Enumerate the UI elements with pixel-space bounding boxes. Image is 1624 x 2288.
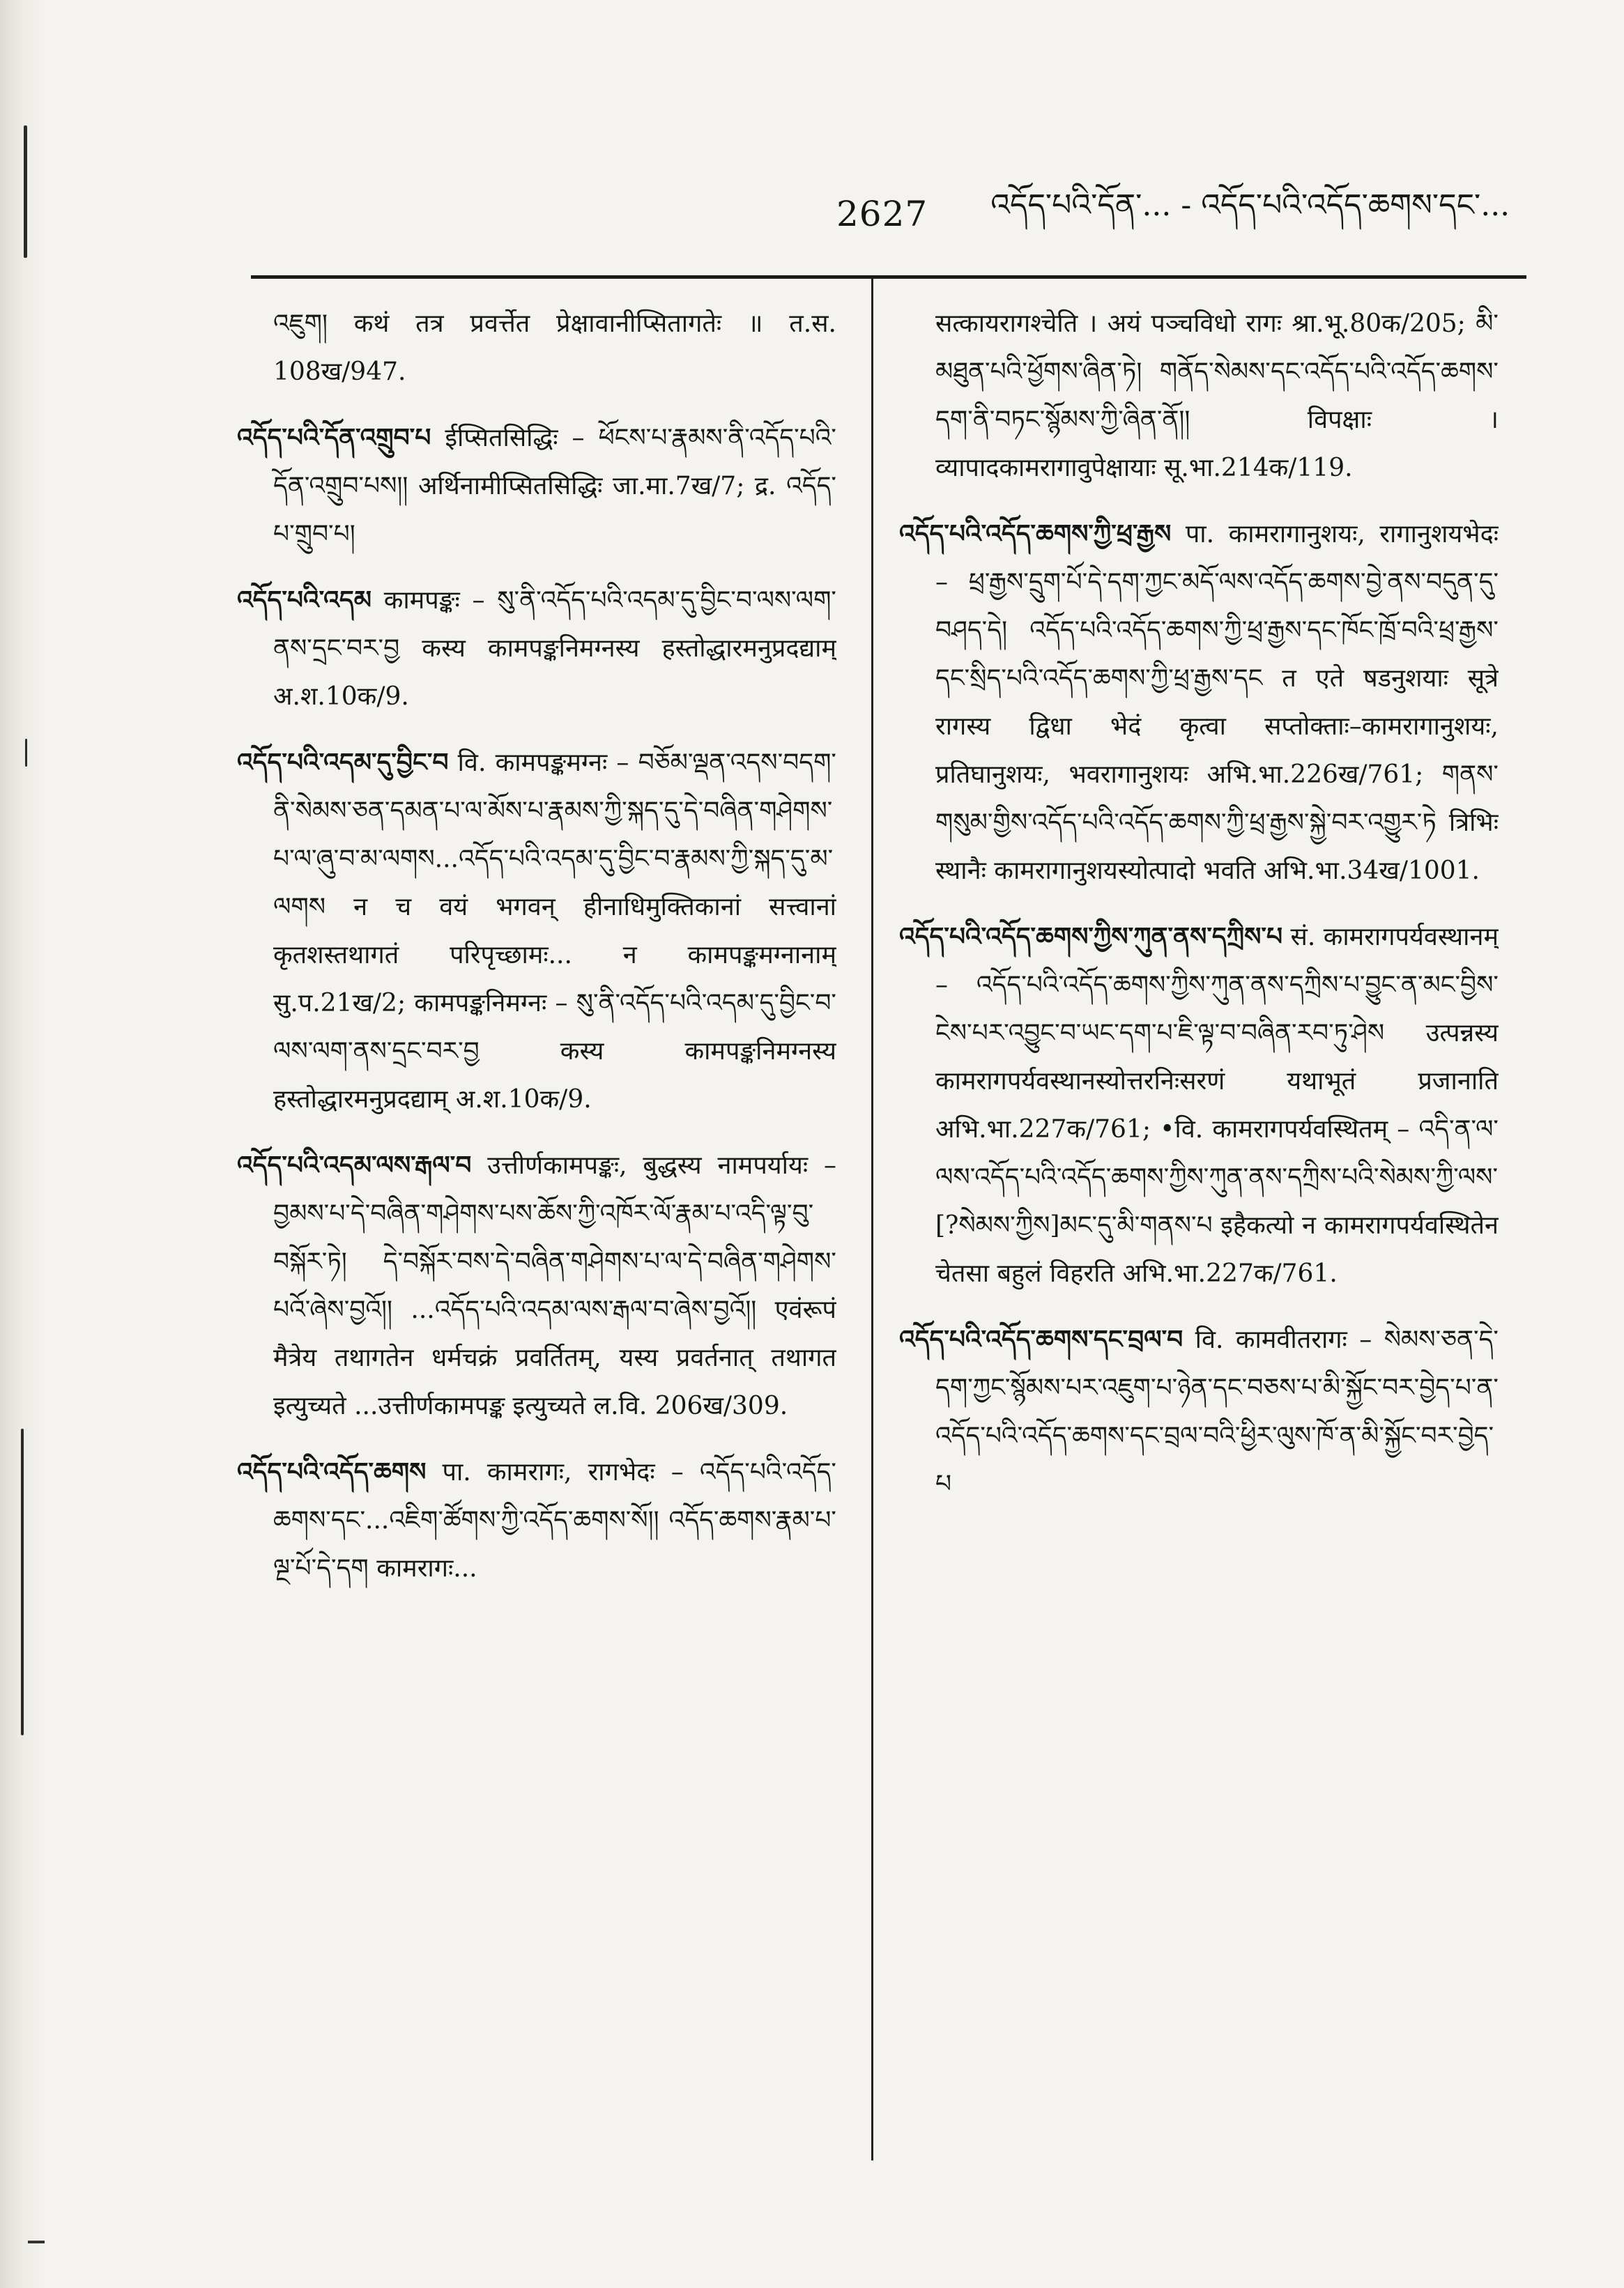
dictionary-entry [237,1448,836,1592]
headword: འདོད་པའི་འདོད་ཆགས་ཀྱིས་ཀུན་ནས་དཀྲིས་པ [899,922,1283,951]
header-rule [251,275,1526,279]
left-column [237,300,836,2167]
dictionary-entry [237,576,836,721]
entry-body: ईप्सितसिद्धिः – ཕོངས་པ་རྣམས་ནི་འདོད་པའི་དོན་འགྲུབ་པས།། अर्थिनामीप्सितसिद्धिः जा.मा.7ख/7; द्र. འདོད་པ་གྲུབ་པ། [273,424,836,548]
scan-edge-mark [21,1429,24,1735]
headword: འདོད་པའི་འདོད་ཆགས་ཀྱི་ཕྲ་རྒྱས [899,519,1172,548]
entry-body: वि. कामपङ्कमग्नः – བཅོམ་ལྡན་འདས་བདག་ནི་སེམས་ཅན་དམན་པ་ལ་མོས་པ་རྣམས་ཀྱི་སྐད་དུ་དེ་བཞིན་གཤེགས་པ་ལ་ཞུ་བ་མ་ལགས...འདོད་པའི་འདམ་དུ་བྱིང་བ་རྣམས་ཀྱི་སྐད་དུ་མ་ལགས न च वयं भगवन् हीनाधिमुक्तिकानां सत्त्वानां कृतशस्तथागतं परिपृच्छामः... न कामपङ्कमग्नानाम् सु.प.21ख/2; कामपङ्कनिमग्नः – སུ་ནི་འདོད་པའི་འདམ་དུ་བྱིང་བ་ལས་ལག་ནས་དྲང་བར་བྱ कस्य कामपङ्कनिमग्नस्य हस्तोद्धारमनुप्रदद्याम् अ.श.10क/9. [273,748,836,1114]
entry-body: वि. कामवीतरागः – སེམས་ཅན་དེ་དག་ཀྱང་སྙོམས་པར་འཇུག་པ་ཉེན་དང་བཅས་པ་མི་སྐྱོང་བར་བྱེད་པ་ན་འདོད་པའི་འདོད་ཆགས་དང་བྲལ་བའི་ཕྱིར་ལུས་ཁོ་ན་མི་སྐྱོང་བར་བྱེད་པ [935,1326,1499,1498]
dictionary-entry [237,414,836,558]
headword: འདོད་པའི་འདོད་ཆགས་དང་བྲལ་བ [899,1325,1183,1354]
headword: འདོད་པའི་འདོད་ཆགས [237,1457,427,1487]
page-edge-shadow [0,0,49,2288]
dictionary-entry-continuation: འཇུག། कथं तत्र प्रवर्त्तेत प्रेक्षावानीप्सितागतेः ॥ त.स. 108ख/947. [273,309,836,386]
entry-body: पा. कामरागानुशयः, रागानुशयभेदः – ཕྲ་རྒྱས་དྲུག་པོ་དེ་དག་ཀྱང་མདོ་ལས་འདོད་ཆགས་བྱེ་ནས་བདུན་དུ་བཤད་དེ། འདོད་པའི་འདོད་ཆགས་ཀྱི་ཕྲ་རྒྱས་དང་ཁོང་ཁྲོ་བའི་ཕྲ་རྒྱས་དང་སྲིད་པའི་འདོད་ཆགས་ཀྱི་ཕྲ་རྒྱས་དང त एते षडनुशयाः सूत्रे रागस्य द्विधा भेदं कृत्वा सप्तोक्ताः–कामरागानुशयः, प्रतिघानुशयः, भवरागानुशयः अभि.भा.226ख/761; གནས་གསུམ་གྱིས་འདོད་པའི་འདོད་ཆགས་ཀྱི་ཕྲ་རྒྱས་སྐྱེ་བར་འགྱུར་ཏེ त्रिभिः स्थानैः कामरागानुशयस्योत्पादो भवति अभि.भा.34ख/1001. [935,520,1499,885]
dictionary-entry [899,913,1499,1298]
column-divider [871,279,873,2160]
headword: འདོད་པའི་འདམ་དུ་བྱིང་བ [237,748,449,777]
running-head: འདོད་པའི་དོན་... - འདོད་པའི་འདོད་ཆགས་དང་... [990,187,1510,223]
scan-corner-mark [28,2241,45,2243]
headword: འདོད་པའི་འདམ [237,585,371,615]
headword: འདོད་པའི་དོན་འགྲུབ་པ [237,423,431,452]
dictionary-entry-continuation: सत्कायरागश्चेति । अयं पञ्चविधो रागः श्रा.भू.80क/205; མི་མཐུན་པའི་ཕྱོགས་ཞིན་ཏེ། གནོད་སེམས་དང་འདོད་པའི་འདོད་ཆགས་དག་ནི་བཏང་སྙོམས་ཀྱི་ཞིན་ནོ།། विपक्षाः । व्यापादकामरागावुपेक्षायाः सू.भा.214क/119. [935,309,1499,482]
entry-body: उत्तीर्णकामपङ्कः, बुद्धस्य नामपर्यायः – བྱམས་པ་དེ་བཞིན་གཤེགས་པས་ཆོས་ཀྱི་འཁོར་ལོ་རྣམ་པ་འདི་ལྟ་བུ་བསྐོར་ཏེ། དེ་བསྐོར་བས་དེ་བཞིན་གཤེགས་པ་ལ་དེ་བཞིན་གཤེགས་པའོ་ཞེས་བྱའོ།། ...འདོད་པའི་འདམ་ལས་རྒལ་བ་ཞེས་བྱའོ།། एवंरूपं मैत्रेय तथागतेन धर्मचक्रं प्रवर्तितम्, यस्य प्रवर्तनात् तथागत इत्युच्यते ...उत्तीर्णकामपङ्क इत्युच्यते ल.वि. 206ख/309. [273,1151,836,1420]
entry-body: सं. कामरागपर्यवस्थानम् – འདོད་པའི་འདོད་ཆགས་ཀྱིས་ཀུན་ནས་དཀྲིས་པ་བྱུང་ན་མང་བྱིས་ངེས་པར་འབྱུང་བ་ཡང་དག་པ་ཇི་ལྟ་བ་བཞིན་རབ་ཏུ་ཤེས उत्पन्नस्य कामरागपर्यवस्थानस्योत्तरनिःसरणं यथाभूतं प्रजानाति अभि.भा.227क/761; •वि. कामरागपर्यवस्थितम् – འདི་ན་ལ་ལས་འདོད་པའི་འདོད་ཆགས་ཀྱིས་ཀུན་ནས་དཀྲིས་པའི་སེམས་ཀྱི་ལས་[?སེམས་ཀྱིས]མང་དུ་མི་གནས་པ इहैकत्यो न कामरागपर्यवस्थितेन चेतसा बहुलं विहरति अभि.भा.227क/761. [935,923,1499,1288]
page-number: 2627 [836,194,928,234]
dictionary-entry [237,739,836,1123]
entry-body: पा. कामरागः, रागभेदः – འདོད་པའི་འདོད་ཆགས་དང་...འཇིག་ཚོགས་ཀྱི་འདོད་ཆགས་སོ།། འདོད་ཆགས་རྣམ་པ་ལྔ་པོ་དེ་དག कामरागः... [273,1458,836,1583]
right-column [899,300,1499,2167]
scan-edge-mark [24,125,27,258]
dictionary-entry [237,1142,836,1430]
page-header [836,183,1533,245]
scan-edge-mark [25,739,27,767]
headword: འདོད་པའི་འདམ་ལས་རྒལ་བ [237,1151,472,1180]
dictionary-entry [899,1316,1499,1508]
dictionary-entry [899,510,1499,895]
entry-body: कामपङ्कः – སུ་ནི་འདོད་པའི་འདམ་དུ་བྱིང་བ་ལས་ལག་ནས་དྲང་བར་བྱ कस्य कामपङ्कनिमग्नस्य हस्तोद्धारमनुप्रदद्याम् अ.श.10क/9. [273,586,836,711]
